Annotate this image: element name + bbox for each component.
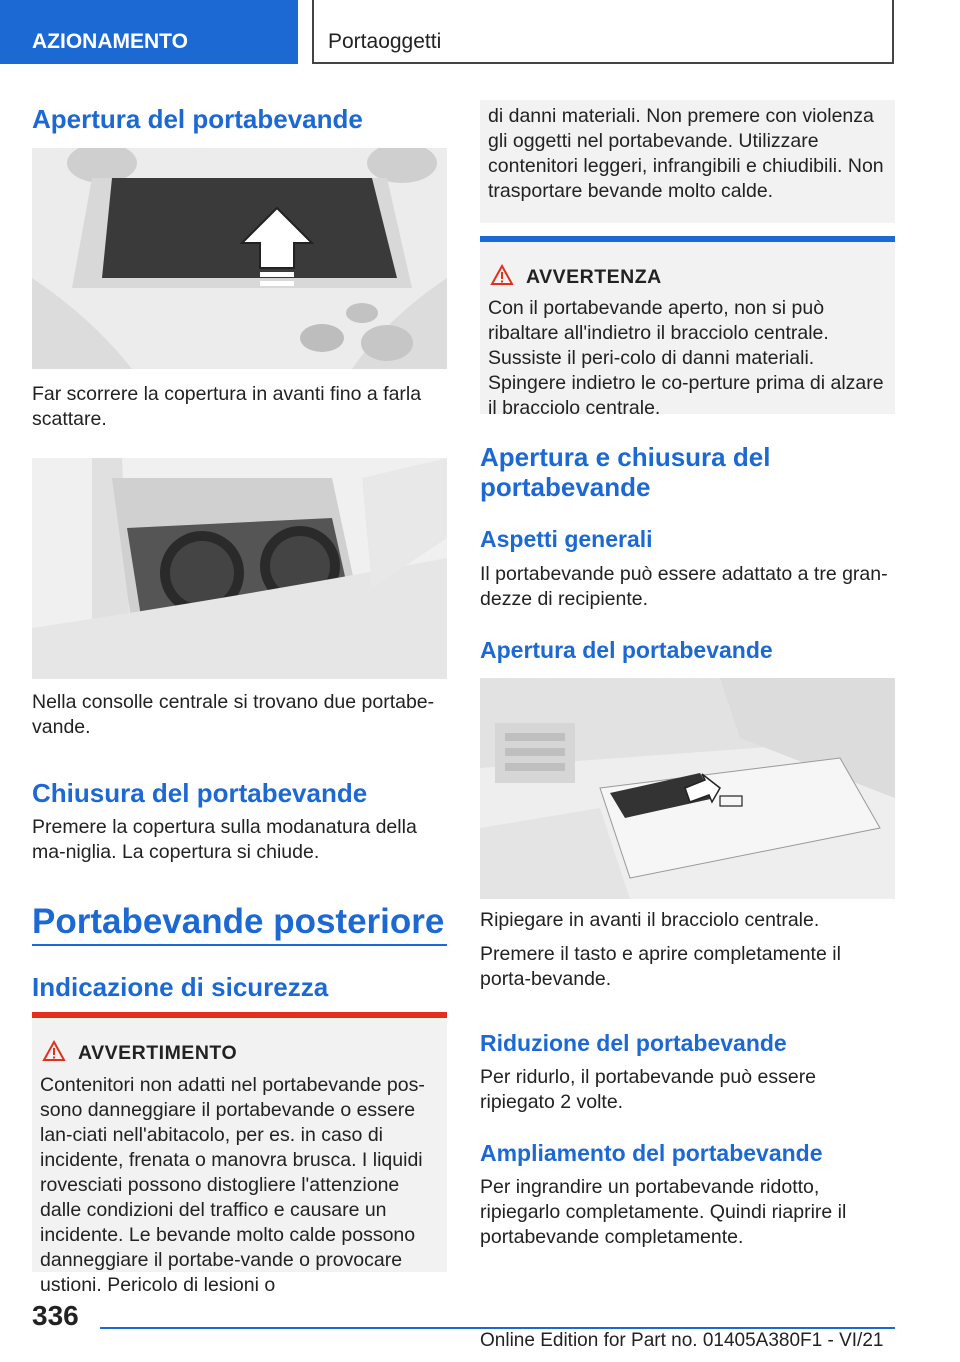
warning-text: Contenitori non adatti nel portabevande pos-sono danneggiare il portabevande o essere lan-ciati nell'abitacolo, per es. in caso di incidente, frenata o manovra brusca. I liquidi rovesciati possono distogliere l'attenzione dalle condizioni del traffico e causare un incidente. Le bevande molto calde possono danneggiare il portabe-vande o provocare ustioni. Pericolo di lesioni o: [40, 1074, 425, 1296]
heading-riduzione: Riduzione del portabevande: [480, 1030, 787, 1056]
ampliamento-text: Per ingrandire un portabevande ridotto, ripiegarlo completamente. Quindi riaprire il portabevande completamente.: [480, 1176, 847, 1248]
caption-3a: Ripiegare in avanti il bracciolo centrale.: [480, 909, 820, 931]
caution-text: Con il portabevande aperto, non si può ribaltare all'indietro il bracciolo centrale. Sussiste il peri-colo di danni materiali. Spingere indietro le co-perture prima di alzare il bracciolo centrale.: [488, 297, 884, 419]
caption-2: Nella consolle centrale si trovano due portabe-vande.: [32, 691, 435, 738]
caution-title: AVVERTENZA: [526, 266, 662, 288]
warning-box: [32, 1012, 447, 1296]
page-number: 336: [32, 1300, 79, 1331]
footer-rule: [100, 1327, 895, 1329]
heading-aspetti: Aspetti generali: [480, 526, 653, 552]
caption-1: Far scorrere la copertura in avanti fino a farla scattare.: [32, 383, 422, 430]
footer-edition: Online Edition for Part no. 01405A380F1 - VI/21: [480, 1330, 884, 1351]
heading-posteriore: Portabevande posteriore: [32, 902, 445, 941]
warning-title: AVVERTIMENTO: [78, 1042, 238, 1064]
figure-rear-armrest: [480, 678, 895, 899]
heading-rule: [32, 944, 447, 946]
chapter-title: Portaoggetti: [312, 0, 894, 64]
section-tab: AZIONAMENTO: [0, 0, 298, 64]
warning-bar: [32, 1012, 447, 1018]
figure-console-cupholders: [32, 458, 447, 679]
warning-triangle-icon: [42, 1040, 66, 1062]
figure-cupholder-cover: [32, 148, 447, 369]
heading-apertura-2: Apertura del portabevande: [480, 637, 773, 663]
chiusura-text: Premere la copertura sulla modanatura della ma-niglia. La copertura si chiude.: [32, 816, 417, 863]
warning-triangle-icon: [490, 264, 514, 286]
heading-apertura-chiusura: Apertura e chiusura del portabevande: [480, 442, 771, 502]
aspetti-text: Il portabevande può essere adattato a tre gran-dezze di recipiente.: [480, 563, 888, 610]
heading-sicurezza: Indicazione di sicurezza: [32, 972, 329, 1002]
heading-chiusura: Chiusura del portabevande: [32, 778, 368, 808]
heading-apertura: Apertura del portabevande: [32, 104, 363, 134]
riduzione-text: Per ridurlo, il portabevande può essere ripiegato 2 volte.: [480, 1066, 817, 1113]
heading-ampliamento: Ampliamento del portabevande: [480, 1140, 823, 1166]
caption-3b: Premere il tasto e aprire completamente il porta-bevande.: [480, 943, 841, 990]
warning-text-continued: di danni materiali. Non premere con violenza gli oggetti nel portabevande. Utilizzare contenitori leggeri, infrangibili e chiudibili. Non trasportare bevande molto calde.: [488, 105, 884, 202]
caution-box: [480, 236, 895, 419]
caution-bar: [480, 236, 895, 242]
warning-box-continued: [480, 100, 895, 223]
